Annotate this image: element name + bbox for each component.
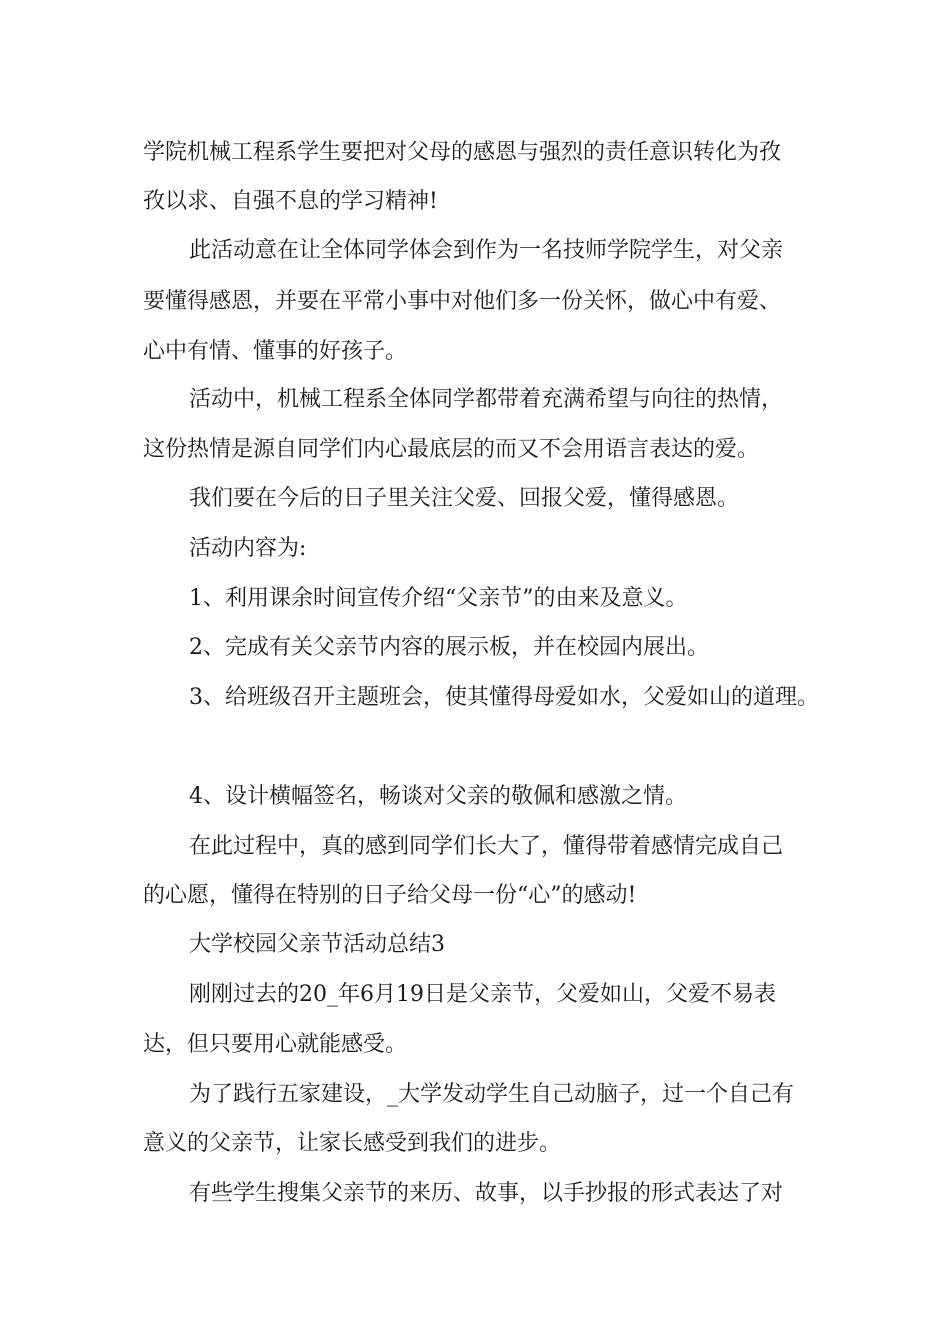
- text-line: 为了践行五家建设，_大学发动学生自己动脑子，过一个自己有: [189, 1082, 795, 1107]
- text-line: 2、完成有关父亲节内容的展示板，并在校园内展出。: [189, 635, 709, 660]
- text-line: 这份热情是源自同学们内心最底层的而又不会用语言表达的爱。: [143, 437, 760, 462]
- text-line: 要懂得感恩，并要在平常小事中对他们多一份关怀，做心中有爱、: [143, 289, 782, 314]
- text-line: 意义的父亲节，让家长感受到我们的进步。: [143, 1131, 562, 1156]
- text-line: 的心愿，懂得在特别的日子给父母一份“心”的感动!: [143, 883, 637, 908]
- text-line: 刚刚过去的20_年6月19日是父亲节，父爱如山，父爱不易表: [189, 982, 776, 1007]
- text-line: 3、给班级召开主题班会，使其懂得母爱如水，父爱如山的道理。: [189, 685, 819, 710]
- text-line: 有些学生搜集父亲节的来历、故事，以手抄报的形式表达了对: [189, 1181, 784, 1206]
- text-line: 4、设计横幅签名，畅谈对父亲的敬佩和感激之情。: [189, 784, 687, 809]
- text-line: 此活动意在让全体同学体会到作为一名技师学院学生，对父亲: [189, 238, 784, 263]
- text-line: 我们要在今后的日子里关注父爱、回报父爱，懂得感恩。: [189, 486, 740, 511]
- text-line: 达，但只要用心就能感受。: [143, 1032, 408, 1057]
- text-line: 活动内容为:: [189, 536, 307, 561]
- text-line: 心中有情、懂事的好孩子。: [143, 339, 408, 364]
- text-line: 学院机械工程系学生要把对父母的感恩与强烈的责任意识转化为孜: [143, 140, 782, 165]
- text-line: 1、利用课余时间宣传介绍“父亲节”的由来及意义。: [189, 586, 688, 611]
- section-heading: 大学校园父亲节活动总结3: [189, 932, 445, 957]
- text-line: 在此过程中，真的感到同学们长大了，懂得带着感情完成自己: [189, 834, 784, 859]
- text-line: 孜以求、自强不息的学习精神!: [143, 189, 438, 214]
- text-line: 活动中，机械工程系全体同学都带着充满希望与向往的热情，: [189, 387, 784, 412]
